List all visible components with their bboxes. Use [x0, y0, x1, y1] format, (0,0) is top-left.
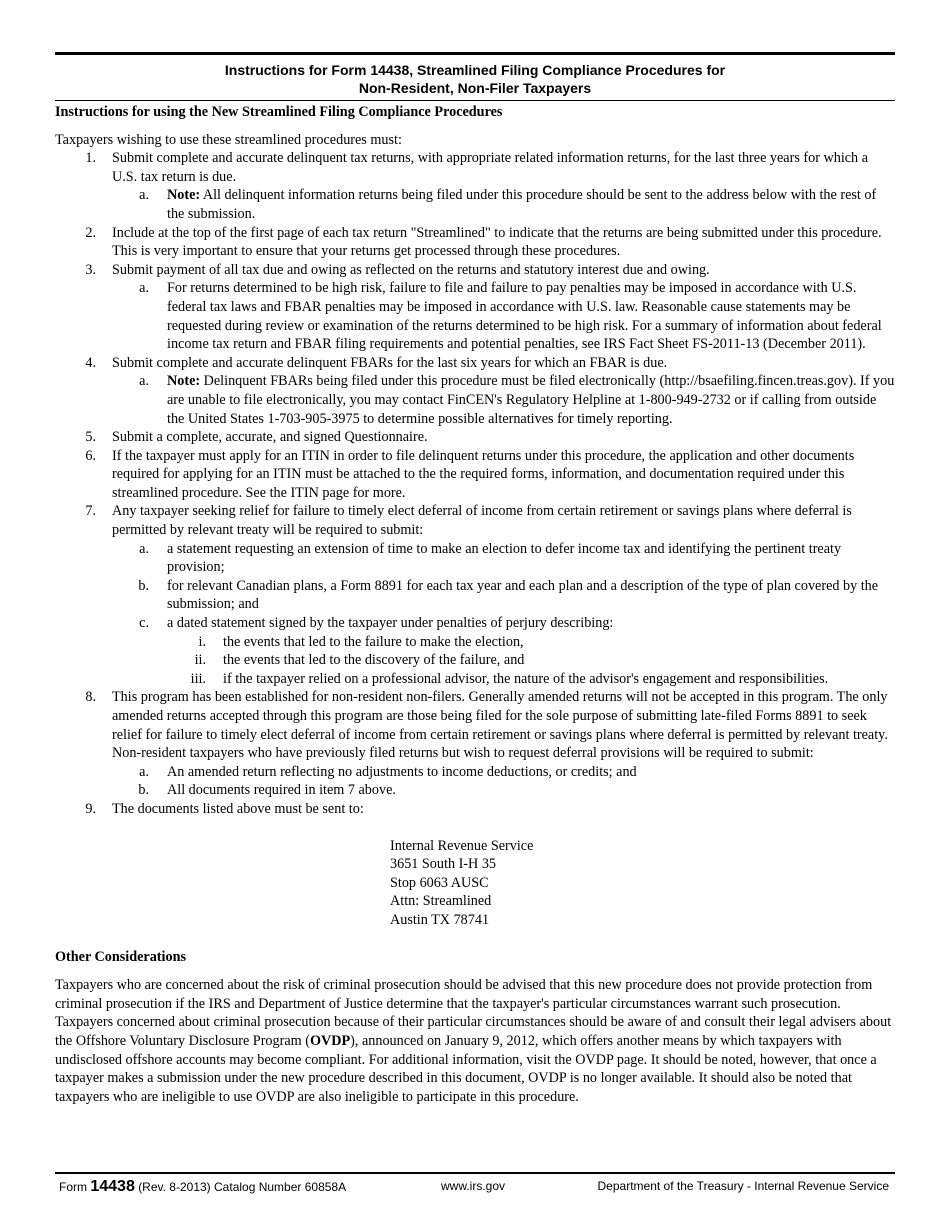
item-text: if the taxpayer relied on a professional advisor, the nature of the advisor's engagement and responsibilities.: [223, 670, 829, 687]
section-heading: Instructions for using the New Streamlined Filing Compliance Procedures: [55, 104, 503, 120]
note-label: Note:: [167, 373, 201, 390]
list-item-7c-iii: [55, 670, 895, 689]
list-item-7c-i: [55, 633, 895, 652]
item-number: 3.: [85, 261, 96, 278]
footer-rule: [55, 1172, 895, 1174]
title-line-1: Instructions for Form 14438, Streamlined Filing Compliance Procedures for: [224, 62, 726, 78]
item-letter: a.: [139, 763, 149, 780]
item-text: a dated statement signed by the taxpayer under penalties of perjury describing:: [167, 615, 614, 632]
title-line-2: Non-Resident, Non-Filer Taxpayers: [358, 80, 592, 96]
ovdp-acronym: OVDP: [309, 1032, 351, 1049]
item-text: Include at the top of the first page of each tax return "Streamlined" to indicate that the returns are being submitted under this procedure. This is very important to ensure that your returns get processed through these procedures.: [112, 224, 882, 260]
document-page: [55, 52, 895, 1106]
instruction-list: [55, 149, 895, 818]
item-text: Submit complete and accurate delinquent tax returns, with appropriate related information returns, for the last three years for which a U.S. tax return is due.: [112, 150, 868, 185]
paragraph-text: Taxpayers who are concerned about the risk of criminal prosecution should be advised that this new procedure does not provide protection from criminal prosecution if the IRS and Department of Justice determine that the taxpayer's particular circumstances warrant such prosecution. Taxpayers concerned about criminal prosecution because of their particular circumstances should be aware of and consult their legal advisers about the Offshore Voluntary Disclosure Program (: [55, 977, 892, 1049]
item-text: Submit complete and accurate delinquent FBARs for the last six years for which an FBAR is due.: [112, 354, 668, 371]
item-text: If the taxpayer must apply for an ITIN in order to file delinquent returns under this procedure, the application and other documents required for applying for an ITIN must be attached to the the required forms, information, and documentation required under this streamlined procedure. See the ITIN page for more.: [112, 447, 855, 501]
list-item-8b: [55, 781, 895, 800]
item-number: 1.: [85, 150, 96, 167]
item-text: Any taxpayer seeking relief for failure to timely elect deferral of income from certain retirement or savings plans where deferral is permitted by relevant treaty will be required to submit:: [112, 503, 852, 539]
address-line: Stop 6063 AUSC: [390, 874, 489, 891]
item-text: for relevant Canadian plans, a Form 8891 for each tax year and each plan and a description of the type of plan covered by the submission; and: [167, 577, 879, 613]
item-number: 9.: [85, 800, 96, 817]
mailing-address: [55, 837, 895, 930]
list-item-9: [55, 800, 895, 819]
item-text: All documents required in item 7 above.: [167, 782, 396, 799]
document-body: [55, 103, 895, 1106]
paragraph-text: ), announced on January 9, 2012, which offers another means by which taxpayers with undisclosed offshore accounts may become compliant. For additional information, visit the OVDP page. It should be noted, however, that once a taxpayer makes a submission under the new procedure described in this document, OVDP is no longer available. It should also be noted that taxpayers who are ineligible to use OVDP are also ineligible to participate in this procedure.: [55, 1032, 877, 1105]
list-item-4a: [55, 372, 895, 428]
address-line: 3651 South I-H 35: [390, 856, 497, 873]
item-letter: a.: [139, 280, 149, 297]
list-item-8a: [55, 763, 895, 782]
item-letter: b.: [138, 577, 149, 594]
item-text: For returns determined to be high risk, failure to file and failure to pay penalties may be imposed in accordance with U.S. federal tax laws and FBAR penalties may be imposed in accordance with U.S. law. Reasonable cause statements may be requested during review or examination of the returns determined to be high risk. For a summary of information about federal income tax return and FBAR filing requirements and potential penalties, see IRS Fact Sheet FS-2011-13 (December 2011).: [167, 280, 882, 353]
item-roman: ii.: [194, 652, 206, 669]
address-line: Internal Revenue Service: [390, 837, 534, 854]
list-item-7c: [55, 614, 895, 633]
item-text: This program has been established for non-resident non-filers. Generally amended returns will not be accepted in this program. The only amended returns accepted through this program are those being filed for the sole purpose of submitting late-filed Forms 8891 to seek relief for failure to timely elect deferral of income from certain retirement or savings plans where deferral is permitted by relevant treaty. Non-resident taxpayers who have previously filed returns but wish to request deferral provisions will be required to submit:: [112, 689, 888, 762]
list-item-7c-ii: [55, 651, 895, 670]
list-item-5: [55, 428, 895, 447]
item-number: 6.: [85, 447, 96, 464]
page-title: [55, 55, 895, 100]
item-text: An amended return reflecting no adjustments to income deductions, or credits; and: [167, 763, 637, 780]
item-roman: i.: [198, 633, 206, 650]
item-text: Submit payment of all tax due and owing as reflected on the returns and statutory interest due and owing.: [112, 261, 710, 278]
website-url: www.irs.gov: [441, 1179, 506, 1193]
catalog-number: Catalog Number 60858A: [214, 1180, 347, 1194]
item-number: 5.: [85, 429, 96, 446]
intro-text: Taxpayers wishing to use these streamlined procedures must:: [55, 131, 402, 148]
item-number: 7.: [85, 503, 96, 520]
item-letter: a.: [139, 540, 149, 557]
other-considerations-paragraph: [55, 976, 895, 1106]
form-number: 14438: [90, 1178, 135, 1195]
list-item-2: [55, 224, 895, 261]
department-name: Department of the Treasury - Internal Revenue Service: [597, 1179, 889, 1193]
form-revision: (Rev. 8-2013): [138, 1180, 211, 1194]
list-item-3a: [55, 279, 895, 353]
other-considerations-heading: Other Considerations: [55, 948, 186, 965]
item-number: 4.: [85, 354, 96, 371]
list-item-1a: [55, 186, 895, 223]
page-footer: [55, 1178, 895, 1198]
item-letter: a.: [139, 373, 149, 390]
list-item-1: [55, 149, 895, 186]
item-roman: iii.: [190, 670, 206, 687]
address-line: Austin TX 78741: [390, 911, 490, 928]
list-item-3: [55, 261, 895, 280]
list-item-7b: [55, 577, 895, 614]
item-text: a statement requesting an extension of time to make an election to defer income tax and identifying the pertinent treaty provision;: [167, 540, 842, 576]
item-letter: a.: [139, 187, 149, 204]
list-item-7a: [55, 540, 895, 577]
form-label: Form: [59, 1180, 87, 1194]
item-text: the events that led to the discovery of the failure, and: [223, 652, 525, 669]
item-text: Submit a complete, accurate, and signed Questionnaire.: [112, 429, 428, 446]
item-text: the events that led to the failure to make the election,: [223, 633, 524, 650]
header-bottom-rule: [55, 100, 895, 101]
list-item-7: [55, 502, 895, 539]
item-number: 8.: [85, 689, 96, 706]
item-number: 2.: [85, 224, 96, 241]
list-item-6: [55, 447, 895, 503]
item-letter: c.: [139, 615, 149, 632]
item-text: All delinquent information returns being filed under this procedure should be sent to the address below with the rest of the submission.: [167, 187, 877, 222]
list-item-4: [55, 354, 895, 373]
item-letter: b.: [138, 782, 149, 799]
list-item-8: [55, 688, 895, 762]
note-label: Note:: [167, 187, 201, 204]
address-line: Attn: Streamlined: [390, 893, 492, 910]
item-text: The documents listed above must be sent to:: [112, 800, 364, 817]
form-identifier: [59, 1178, 346, 1196]
item-text: Delinquent FBARs being filed under this procedure must be filed electronically (http://bsaefiling.fincen.treas.gov). If you are unable to file electronically, you may contact FinCEN's Regulatory Helpline at 1-800-949-2732 or if calling from outside the United States 1-703-905-3975 to determine possible alternatives for timely reporting.: [167, 373, 895, 427]
